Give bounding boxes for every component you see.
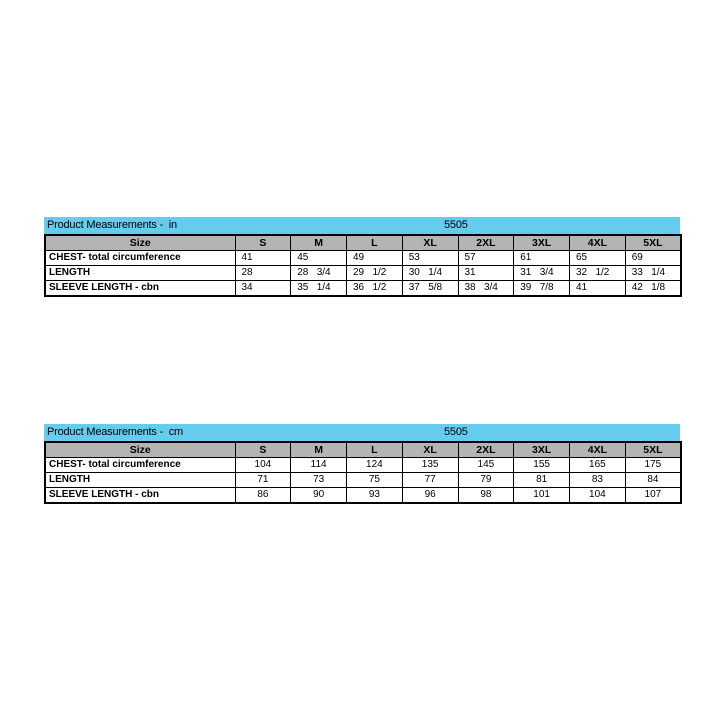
measurement-cell: 38 3/4 bbox=[458, 281, 514, 297]
table-row-chest bbox=[45, 458, 681, 473]
size-header-label: Size bbox=[45, 442, 235, 458]
measurement-cell: 31 bbox=[458, 266, 514, 281]
measurement-cell: 81 bbox=[514, 473, 570, 488]
measurements-table bbox=[44, 441, 682, 504]
measurement-cell: 86 bbox=[235, 488, 291, 504]
size-column-header: 4XL bbox=[570, 235, 626, 251]
size-column-header: XL bbox=[402, 235, 458, 251]
measurement-cell: 65 bbox=[570, 251, 626, 266]
size-column-header: XL bbox=[402, 442, 458, 458]
table-row-chest bbox=[45, 251, 681, 266]
measurement-cell: 114 bbox=[291, 458, 347, 473]
size-header-row bbox=[45, 235, 681, 251]
measurement-cell: 90 bbox=[291, 488, 347, 504]
size-column-header: M bbox=[291, 442, 347, 458]
measurement-cell: 79 bbox=[458, 473, 514, 488]
measurement-cell: 69 bbox=[625, 251, 681, 266]
size-column-header: 5XL bbox=[625, 442, 681, 458]
measurement-cell: 42 1/8 bbox=[625, 281, 681, 297]
measurement-cell: 83 bbox=[570, 473, 626, 488]
measurement-cell: 98 bbox=[458, 488, 514, 504]
chart-title: Product Measurements - cm bbox=[47, 426, 184, 438]
style-number: 5505 bbox=[444, 426, 468, 438]
measurement-cell: 45 bbox=[291, 251, 347, 266]
measurement-cell: 31 3/4 bbox=[514, 266, 570, 281]
measurement-cell: 37 5/8 bbox=[402, 281, 458, 297]
table-row-sleeve-length bbox=[45, 281, 681, 297]
measurement-cell: 175 bbox=[625, 458, 681, 473]
row-label: SLEEVE LENGTH - cbn bbox=[45, 488, 235, 504]
measurement-cell: 41 bbox=[570, 281, 626, 297]
measurement-cell: 77 bbox=[402, 473, 458, 488]
measurement-cell: 75 bbox=[347, 473, 403, 488]
measurement-cell: 101 bbox=[514, 488, 570, 504]
chart-title-band bbox=[44, 424, 680, 441]
size-header-row bbox=[45, 442, 681, 458]
table-row-sleeve-length bbox=[45, 488, 681, 504]
size-column-header: 3XL bbox=[514, 235, 570, 251]
measurement-cell: 93 bbox=[347, 488, 403, 504]
measurement-cell: 135 bbox=[402, 458, 458, 473]
measurement-cell: 29 1/2 bbox=[347, 266, 403, 281]
measurement-cell: 145 bbox=[458, 458, 514, 473]
measurement-cell: 96 bbox=[402, 488, 458, 504]
measurement-cell: 155 bbox=[514, 458, 570, 473]
size-column-header: M bbox=[291, 235, 347, 251]
measurement-cell: 73 bbox=[291, 473, 347, 488]
measurement-cell: 33 1/4 bbox=[625, 266, 681, 281]
row-label: LENGTH bbox=[45, 473, 235, 488]
row-label: SLEEVE LENGTH - cbn bbox=[45, 281, 235, 297]
size-column-header: S bbox=[235, 442, 291, 458]
size-column-header: L bbox=[347, 235, 403, 251]
measurement-cell: 28 bbox=[235, 266, 291, 281]
measurement-cell: 57 bbox=[458, 251, 514, 266]
table-row-length bbox=[45, 266, 681, 281]
row-label: LENGTH bbox=[45, 266, 235, 281]
chart-title: Product Measurements - in bbox=[47, 219, 177, 231]
size-chart-inches bbox=[44, 217, 680, 297]
measurement-cell: 71 bbox=[235, 473, 291, 488]
measurement-cell: 34 bbox=[235, 281, 291, 297]
row-label: CHEST- total circumference bbox=[45, 458, 235, 473]
style-number: 5505 bbox=[444, 219, 468, 231]
measurement-cell: 30 1/4 bbox=[402, 266, 458, 281]
measurement-cell: 39 7/8 bbox=[514, 281, 570, 297]
measurement-cell: 104 bbox=[570, 488, 626, 504]
size-chart-centimeters bbox=[44, 424, 680, 504]
measurement-cell: 61 bbox=[514, 251, 570, 266]
measurement-cell: 84 bbox=[625, 473, 681, 488]
measurement-cell: 28 3/4 bbox=[291, 266, 347, 281]
size-column-header: 4XL bbox=[570, 442, 626, 458]
size-column-header: L bbox=[347, 442, 403, 458]
chart-title-band bbox=[44, 217, 680, 234]
measurement-cell: 35 1/4 bbox=[291, 281, 347, 297]
row-label: CHEST- total circumference bbox=[45, 251, 235, 266]
measurement-cell: 32 1/2 bbox=[570, 266, 626, 281]
measurement-cell: 41 bbox=[235, 251, 291, 266]
size-column-header: 2XL bbox=[458, 442, 514, 458]
size-header-label: Size bbox=[45, 235, 235, 251]
measurement-cell: 49 bbox=[347, 251, 403, 266]
size-column-header: 3XL bbox=[514, 442, 570, 458]
measurement-cell: 124 bbox=[347, 458, 403, 473]
measurement-cell: 104 bbox=[235, 458, 291, 473]
measurement-cell: 107 bbox=[625, 488, 681, 504]
measurement-cell: 53 bbox=[402, 251, 458, 266]
size-column-header: 2XL bbox=[458, 235, 514, 251]
size-column-header: S bbox=[235, 235, 291, 251]
table-row-length bbox=[45, 473, 681, 488]
measurement-cell: 165 bbox=[570, 458, 626, 473]
measurements-table bbox=[44, 234, 682, 297]
measurement-cell: 36 1/2 bbox=[347, 281, 403, 297]
size-column-header: 5XL bbox=[625, 235, 681, 251]
